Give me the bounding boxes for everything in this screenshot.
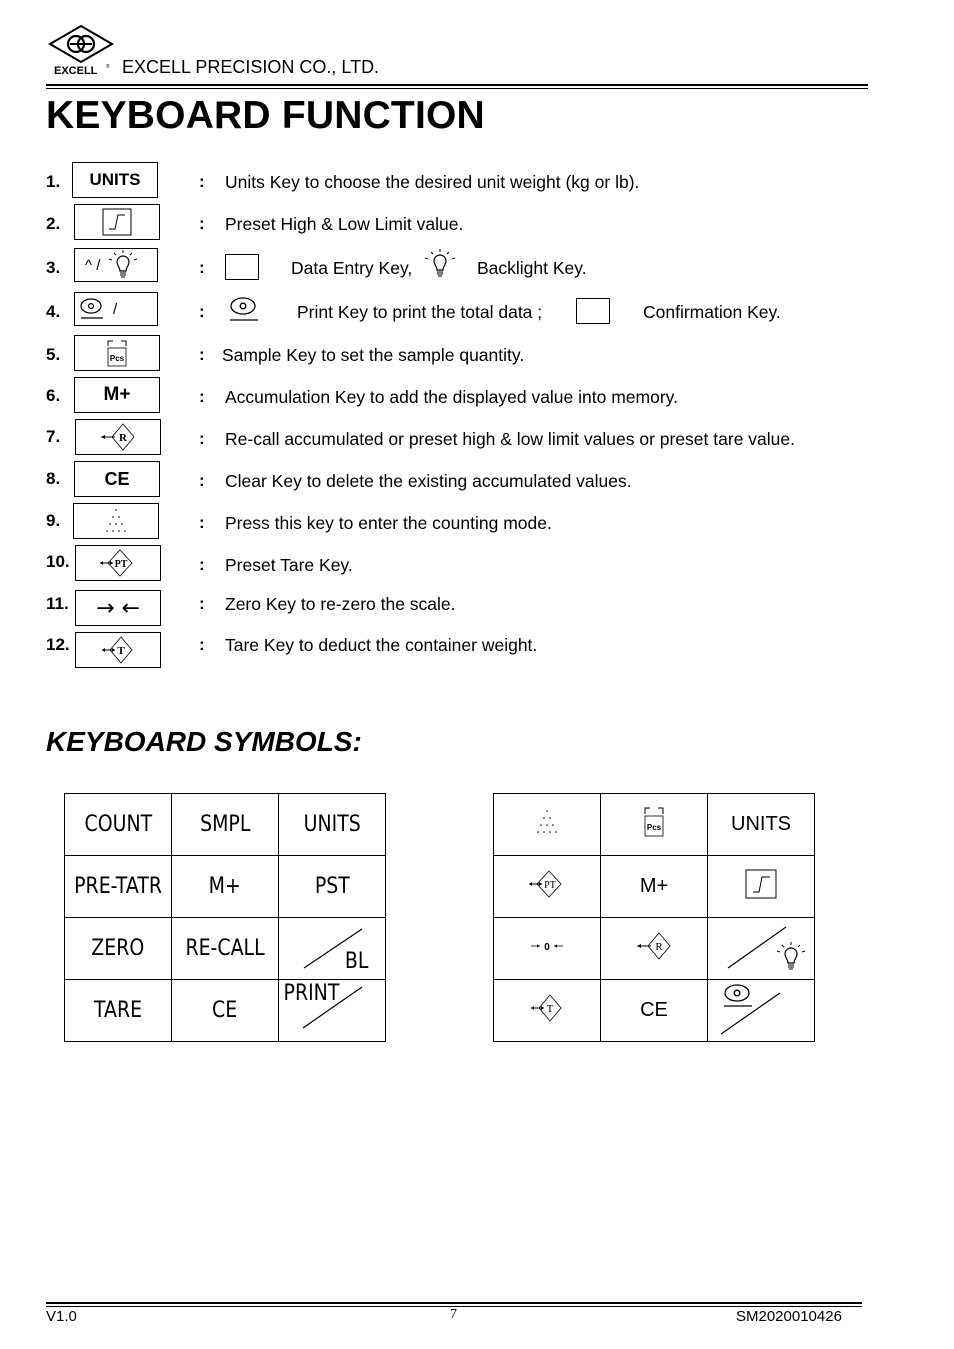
header-rule (46, 84, 868, 86)
key-description: Clear Key to delete the existing accumulated values. (225, 471, 632, 491)
footer-doc-code: SM2020010426 (736, 1308, 842, 1325)
blank-key-icon (225, 254, 259, 280)
logo-text: EXCELL (54, 65, 98, 77)
print-icon (724, 985, 752, 1006)
colon: : (199, 214, 205, 233)
key-row-data-entry (46, 248, 926, 284)
preset-tare-icon (527, 869, 567, 899)
count-dots-icon (532, 807, 562, 837)
key-row-counting (46, 503, 926, 539)
footer-version: V1.0 (46, 1308, 77, 1325)
key-description: Tare Key to deduct the container weight. (225, 635, 538, 655)
symbol-cell: PST (279, 856, 386, 918)
data-entry-backlight-key (74, 248, 158, 282)
key-row-preset-tare (46, 545, 926, 581)
key-description: Confirmation Key. (643, 302, 781, 322)
ce-key: CE (74, 461, 160, 497)
colon: : (199, 302, 205, 321)
bulb-icon (422, 248, 458, 280)
symbol-cell: COUNT (65, 794, 172, 856)
key-number: 1. (46, 172, 61, 191)
sample-key (74, 335, 160, 371)
symbol-cell (494, 980, 601, 1042)
colon: : (199, 555, 205, 574)
mplus-key: M+ (74, 377, 160, 413)
company-name: EXCELL PRECISION CO., LTD. (122, 57, 380, 77)
symbol-cell: ZERO (65, 918, 172, 980)
icon-symbols-table (493, 793, 815, 1042)
bulb-icon (106, 250, 140, 280)
symbol-cell (708, 856, 815, 918)
count-key (73, 503, 159, 539)
pcs-text: Pcs (109, 354, 125, 363)
key-row-tare (46, 632, 926, 668)
pcs-text: Pcs (646, 822, 662, 832)
symbol-cell-print-slash (708, 980, 815, 1042)
colon: : (199, 345, 205, 364)
zero-text: 0 (544, 941, 550, 953)
pt-text: PT (114, 559, 128, 570)
key-description: Accumulation Key to add the displayed value into memory. (225, 387, 678, 407)
symbol-cell: TARE (65, 980, 172, 1042)
svg-text:®: ® (106, 64, 110, 70)
units-key: UNITS (72, 162, 158, 198)
slash-divider (279, 918, 385, 979)
colon: : (199, 429, 205, 448)
key-number: 12. (46, 635, 70, 654)
zero-icon (529, 936, 565, 956)
t-text: T (117, 645, 125, 657)
key-number: 7. (46, 427, 61, 446)
up-slash-label: ^ / (85, 256, 101, 274)
key-row-print (46, 292, 926, 328)
symbol-cell: M+ (172, 856, 279, 918)
colon: : (199, 172, 205, 191)
header-rule-thin (46, 88, 868, 89)
page-header (46, 24, 868, 90)
key-description: Print Key to print the total data ; (297, 302, 543, 322)
zero-key: → ← (75, 590, 161, 626)
pcs-icon (642, 805, 666, 839)
tare-icon (98, 635, 138, 665)
footer-page-number: 7 (450, 1307, 457, 1322)
symbol-cell: UNITS (708, 794, 815, 856)
key-number: 5. (46, 345, 61, 364)
print-icon (79, 297, 105, 321)
symbol-cell: RE-CALL (172, 918, 279, 980)
t-text: T (546, 1002, 554, 1015)
recall-icon (98, 422, 138, 452)
key-description: Re-call accumulated or preset high & low limit values or preset tare value. (225, 429, 795, 449)
key-row-sample (46, 335, 926, 371)
symbol-cell: PRE-TATR (65, 856, 172, 918)
count-dots-icon (101, 506, 131, 536)
slash-bulb-icon (708, 918, 814, 979)
key-description: Press this key to enter the counting mode. (225, 513, 552, 533)
symbol-cell: CE (172, 980, 279, 1042)
key-row-units (46, 162, 926, 198)
symbol-cell-slash-bl: BL (279, 918, 386, 980)
symbol-cell: M+ (601, 856, 708, 918)
colon: : (199, 258, 205, 277)
print-slash-icon (708, 980, 814, 1041)
key-description: Units Key to choose the desired unit weight (kg or lb). (225, 172, 640, 192)
key-number: 8. (46, 469, 61, 488)
symbols-title: KEYBOARD SYMBOLS: (46, 726, 362, 757)
recall-key (75, 419, 161, 455)
recall-icon (634, 931, 674, 961)
key-row-clear (46, 461, 926, 497)
colon: : (199, 635, 205, 654)
tare-key (75, 632, 161, 668)
print-confirm-key (74, 292, 158, 326)
key-number: 11. (46, 594, 69, 613)
symbol-cell (494, 856, 601, 918)
key-description: Preset High & Low Limit value. (225, 214, 464, 234)
limit-icon (745, 869, 777, 899)
colon: : (199, 471, 205, 490)
colon: : (199, 513, 205, 532)
symbol-cell (601, 918, 708, 980)
preset-tare-icon (98, 548, 138, 578)
colon: : (199, 594, 205, 613)
limit-icon (102, 208, 132, 236)
key-description: Backlight Key. (477, 258, 587, 278)
symbol-cell (601, 794, 708, 856)
bulb-icon (777, 942, 805, 969)
key-number: 6. (46, 386, 61, 405)
preset-tare-key (75, 545, 161, 581)
key-number: 2. (46, 214, 61, 233)
slash-label: / (113, 300, 118, 318)
text-symbols-table (64, 793, 386, 1042)
symbol-cell: SMPL (172, 794, 279, 856)
symbol-cell-print-slash: PRINT (279, 980, 386, 1042)
blank-key-icon (576, 298, 610, 324)
print-icon (228, 295, 260, 323)
page-title: KEYBOARD FUNCTION (46, 94, 485, 137)
r-text: R (655, 940, 663, 953)
key-number: 9. (46, 511, 61, 530)
key-description: Preset Tare Key. (225, 555, 353, 575)
excell-logo (46, 24, 116, 78)
pt-text: PT (544, 879, 556, 891)
footer-rule (46, 1302, 862, 1304)
symbol-cell: CE (601, 980, 708, 1042)
colon: : (199, 387, 205, 406)
symbol-cell (494, 794, 601, 856)
key-row-accumulation (46, 377, 926, 413)
key-number: 10. (46, 552, 70, 571)
symbol-cell: UNITS (279, 794, 386, 856)
r-text: R (119, 432, 127, 444)
key-description: Sample Key to set the sample quantity. (222, 345, 525, 365)
key-number: 4. (46, 302, 61, 321)
tare-icon (527, 993, 567, 1023)
key-row-zero (46, 590, 926, 626)
key-row-recall (46, 419, 926, 455)
limit-key (74, 204, 160, 240)
symbol-cell (494, 918, 601, 980)
key-description: Data Entry Key, (291, 258, 413, 278)
key-number: 3. (46, 258, 61, 277)
key-description: Zero Key to re-zero the scale. (225, 594, 456, 614)
key-row-limit (46, 204, 926, 240)
symbol-cell-slash-bulb (708, 918, 815, 980)
pcs-icon (105, 338, 129, 368)
